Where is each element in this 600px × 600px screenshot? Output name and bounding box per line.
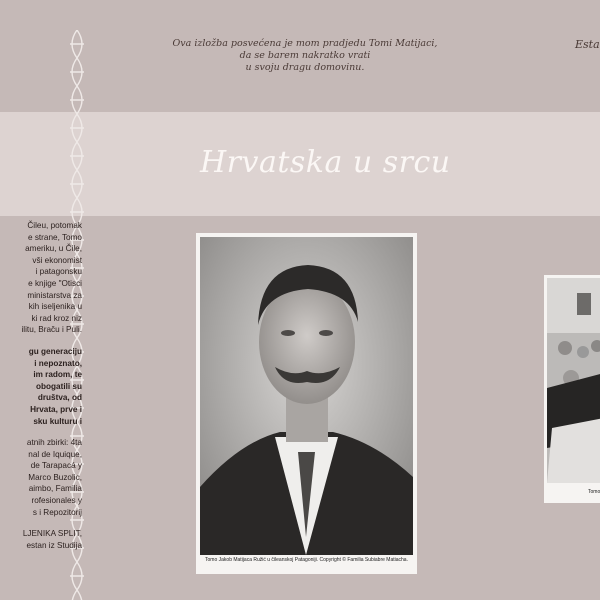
dedication-line: da se barem nakratko vrati xyxy=(239,50,371,61)
text-line: Marco Buzolic, xyxy=(28,472,82,482)
dedication-line: Ova izložba posvećena je mom pradjedu Tomi Matijaci, xyxy=(172,38,438,49)
text-line: i nepoznato, xyxy=(34,358,82,368)
text-line: sku kulturu i xyxy=(33,416,82,426)
text-line: Čileu, potomak xyxy=(27,221,82,230)
ornament-link xyxy=(70,142,84,170)
text-paragraph xyxy=(0,528,82,551)
main-photo-card xyxy=(196,233,417,574)
text-line: s i Repozitorij xyxy=(32,507,82,517)
text-line: ilitu, Braču i Puli. xyxy=(21,325,82,335)
text-line: i patagonsku xyxy=(35,267,82,277)
text-line: ki rad kroz niz xyxy=(31,313,82,323)
second-photo-caption: Tomo xyxy=(588,489,600,495)
portrait-photo xyxy=(200,237,413,555)
ornament-link xyxy=(70,86,84,114)
text-line: aimbo, Familia xyxy=(28,484,82,494)
second-photo-card xyxy=(544,275,600,503)
text-line: vši ekonomist xyxy=(32,255,82,265)
text-line: društva, od xyxy=(37,393,82,403)
text-line: kih iseljenika u xyxy=(28,302,82,312)
group-photo xyxy=(547,278,600,483)
text-paragraph xyxy=(0,437,82,518)
text-line: obogatili su xyxy=(36,381,82,391)
text-paragraph xyxy=(0,346,82,427)
text-line: nal de Iquique, xyxy=(28,449,82,459)
text-line: LJENIKA SPLIT, xyxy=(22,529,82,539)
text-line: e strane, Tomo xyxy=(27,232,82,242)
text-line: gu generaciju xyxy=(28,346,82,356)
text-line: rofesionales y xyxy=(31,496,82,506)
text-line: ameriku, u Čile, xyxy=(25,244,82,254)
text-line: im radom, te xyxy=(33,370,82,380)
text-line: de Tarapacá y xyxy=(30,461,82,471)
exhibition-title: Hrvatska u srcu xyxy=(200,145,451,180)
text-line: atnih zbirki: 4ta xyxy=(26,438,82,448)
main-photo-caption: Tomo Jakob Matijaca Ružić u čileanskoj Patagoniji. Copyright © Familia Subiabre Matiacha. xyxy=(205,557,408,563)
text-line: e knjige "Otisci xyxy=(28,278,82,288)
text-line: ministarstva za xyxy=(27,290,82,300)
dedication-line: u svoju dragu domovinu. xyxy=(245,62,365,73)
ornament-link xyxy=(70,114,84,142)
ornament-link xyxy=(70,562,84,590)
ornament-link xyxy=(70,30,84,58)
ornament-link xyxy=(70,590,84,600)
ornament-link xyxy=(70,58,84,86)
dedication-text xyxy=(160,38,450,74)
left-text-column xyxy=(0,220,82,561)
text-line: Hrvata, prve i xyxy=(30,404,82,414)
text-paragraph xyxy=(0,220,82,336)
dedication-right-fragment: Esta xyxy=(575,38,600,51)
text-line: estan iz Studija xyxy=(26,540,82,550)
ornament-link xyxy=(70,170,84,198)
